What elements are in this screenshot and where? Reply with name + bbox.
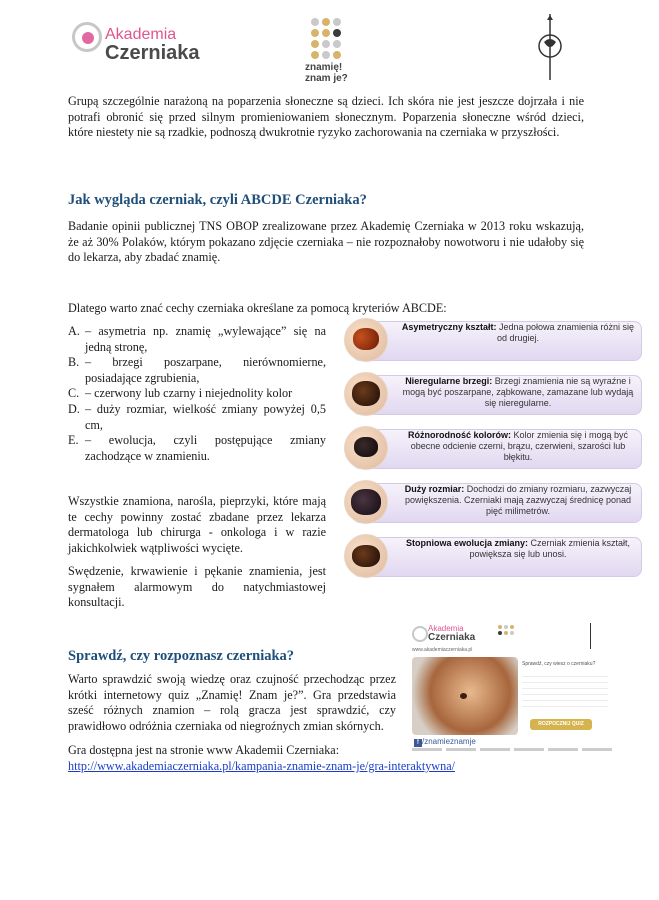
list-key: A.: [68, 324, 80, 338]
magnifier-icon: [412, 626, 428, 642]
row-text: [400, 376, 636, 409]
row-desc: Czerniak zmienia kształt, powiększa się lub unosi.: [469, 538, 631, 559]
ptd-emblem-icon: [590, 623, 599, 649]
mole-image: [344, 534, 388, 578]
alarm-paragraph: Swędzenie, krwawienie i pękanie znamienia, jest sygnałem alarmowym do natychmiastowej konsultacji.: [68, 564, 326, 610]
mole-image: [344, 372, 388, 416]
row-title: Nieregularne brzegi:: [405, 376, 493, 386]
znamie-znam-je-logo: [305, 18, 357, 88]
ptd-emblem-icon: [535, 12, 565, 82]
criteria-lead: Dlatego warto znać cechy czerniaka określane za pomocą kryteriów ABCDE:: [68, 301, 447, 315]
list-item: [68, 386, 326, 402]
list-text: – czerwony lub czarny i niejednolity kolor: [85, 386, 293, 401]
row-desc: Kolor zmienia się i mogą być obecne odcienie czerni, brązu, czerwieni, szarości lub błękitu.: [410, 430, 629, 462]
abcde-list: [68, 324, 326, 464]
row-text: [400, 322, 636, 344]
footer-strip: [412, 748, 612, 751]
mole-image: [344, 318, 388, 362]
row-text: [400, 430, 636, 463]
row-title: Stopniowa ewolucja zmiany:: [405, 538, 528, 548]
skin-photo: [412, 657, 518, 735]
logo-zz-line2: znam je?: [305, 73, 348, 84]
row-desc: Brzegi znamienia nie są wyraźne i mogą być poszarpane, ząbkowane, zamazane lub wydają się nieregularne.: [402, 376, 634, 408]
infographic-row: [344, 480, 642, 524]
list-text: – duży rozmiar, wielkość zmiany powyżej 0,5 cm,: [85, 401, 326, 432]
logo-line2: Czerniaka: [105, 42, 200, 64]
list-key: D.: [68, 401, 80, 416]
quiz-paragraph: Warto sprawdzić swoją wiedzę oraz czujność przechodząc przez krótki internetowy quiz „Znamię! Znam je?”. Gra przedstawia sześć różnych znamion – rolą gracza jest sprawdzić, czy prawidłowo odróżnia czerniaka od niegroźnych zmian skórnych.: [68, 672, 396, 733]
list-key: E.: [68, 433, 79, 448]
infographic-row: [344, 426, 642, 470]
facebook-label: /znamieznamje: [422, 737, 476, 746]
list-item: [68, 355, 326, 386]
row-desc: Jedna połowa znamienia różni się od drugiej.: [496, 322, 635, 343]
row-text: [400, 538, 636, 560]
quiz-promo-image: [410, 623, 620, 753]
list-text: – asymetria np. znamię „wylewające” się na jedną stronę,: [85, 324, 326, 354]
quiz-url: www.akademiaczerniaka.pl: [412, 647, 473, 653]
dots-pattern: [498, 625, 518, 635]
row-title: Duży rozmiar:: [404, 484, 465, 494]
logo-dot: [82, 32, 94, 44]
intro-paragraph: Grupą szczególnie narażoną na poparzenia słoneczne są dzieci. Ich skóra nie jest jeszcze dojrzała i nie potrafi obronić się przed silnym promieniowaniem słonecznym. Poparzenia słoneczne wśród dzieci, które niestety nie są rzadkie, podnoszą dwukrotnie ryzyko zachorowania na czerniaka w przyszłości.: [68, 94, 584, 140]
infographic-row: [344, 372, 642, 416]
survey-paragraph: Badanie opinii publicznej TNS OBOP zrealizowane przez Akademię Czerniaka w 2013 roku wskazują, że aż 30% Polaków, którym pokazano zdjęcie czerniaka – nie rozpoznałoby nowotworu i nie udałoby się do lekarza, aby zbadać znamię.: [68, 219, 584, 265]
row-title: Asymetryczny kształt:: [401, 322, 497, 332]
infographic-row: [344, 534, 642, 578]
row-desc: Dochodzi do zmiany rozmiaru, zazwyczaj powiększenia. Czerniaki mają zazwyczaj średnicę ponad pięć milimetrów.: [404, 484, 632, 516]
quiz-brand2: Czerniaka: [428, 632, 476, 643]
quiz-question: Sprawdź, czy wiesz o czerniaku?: [522, 661, 596, 667]
quiz-body-text: [522, 671, 608, 711]
mole-image: [344, 480, 388, 524]
start-quiz-button[interactable]: ROZPOCZNIJ QUIZ: [530, 719, 592, 730]
row-title: Różnorodność kolorów:: [407, 430, 511, 440]
list-key: C.: [68, 386, 80, 401]
infographic-row: [344, 318, 642, 362]
logo-zz-line1: znamię!: [305, 62, 343, 73]
quiz-availability: Gra dostępna jest na stronie www Akademii Czerniaka:: [68, 743, 340, 757]
list-item: [68, 324, 326, 355]
section-heading-quiz: Sprawdź, czy rozpoznasz czerniaka?: [68, 648, 295, 664]
mole-image: [344, 426, 388, 470]
quiz-brand1: Akademia: [428, 624, 464, 633]
list-key: B.: [68, 355, 80, 370]
logo-line1: Akademia: [105, 26, 177, 43]
mole-image: [460, 693, 467, 699]
list-text: – ewolucja, czyli postępujące zmiany zachodzące w znamieniu.: [85, 433, 326, 463]
akademia-czerniaka-logo: [72, 22, 222, 72]
list-item: [68, 433, 326, 464]
list-text: – brzegi poszarpane, nierównomierne, posiadające zgrubienia,: [85, 355, 326, 385]
row-text: [400, 484, 636, 517]
quiz-link[interactable]: http://www.akademiaczerniaka.pl/kampania-znamie-znam-je/gra-interaktywna/: [68, 759, 455, 773]
facebook-icon: f: [414, 739, 422, 747]
section-heading-abcde: Jak wygląda czerniak, czyli ABCDE Czerniaka?: [68, 192, 367, 208]
examination-paragraph: Wszystkie znamiona, narośla, pieprzyki, które mają te cechy powinny zostać zbadane przez lekarza dermatologa lub chirurga - onkologa i w razie jakichkolwiek wątpliwości wycięte.: [68, 494, 326, 555]
facebook-link[interactable]: [414, 737, 476, 747]
dots-pattern: [311, 18, 351, 59]
list-item: [68, 402, 326, 433]
logo-text: [305, 62, 360, 84]
